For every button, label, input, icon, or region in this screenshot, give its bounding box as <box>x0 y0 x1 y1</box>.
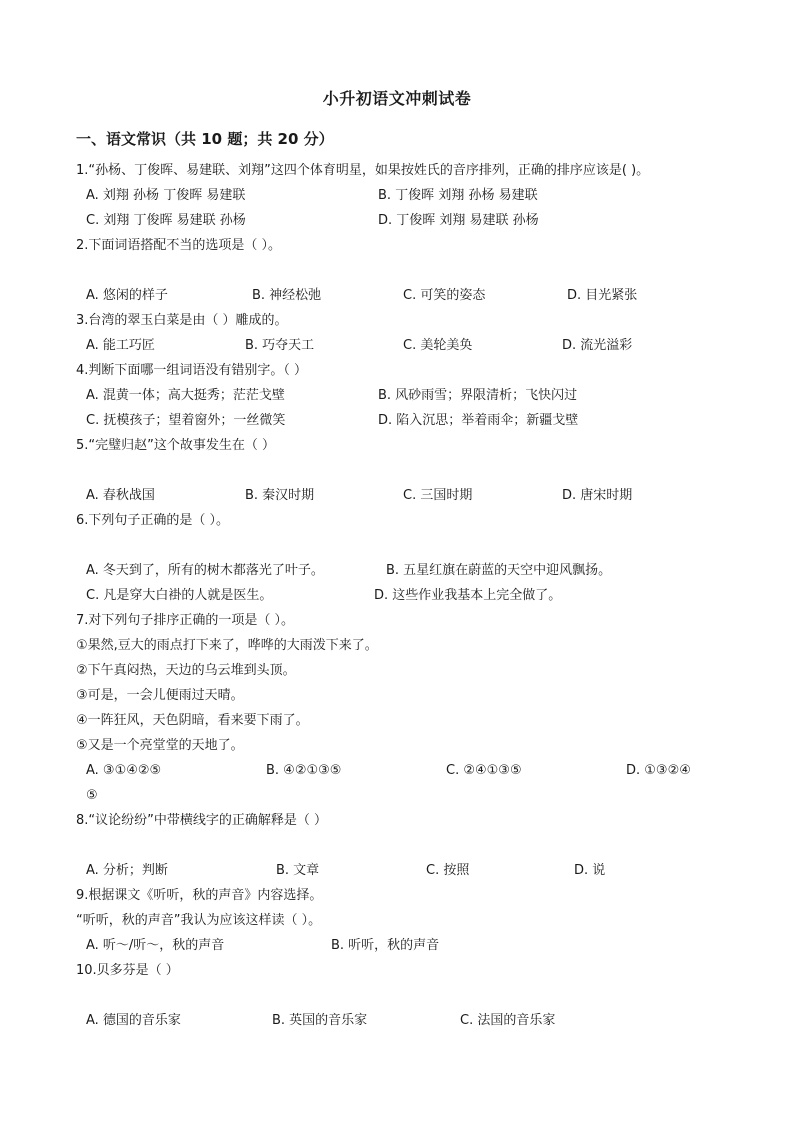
question-1-option-d: D. 丁俊晖 刘翔 易建联 孙杨 <box>378 213 539 228</box>
question-3-option-c: C. 美轮美奂 <box>403 338 473 353</box>
question-7-option-d-wrap: ⑤ <box>86 788 98 803</box>
question-7-sentence-5: ⑤又是一个亮堂堂的天地了。 <box>76 738 244 753</box>
question-10-option-c: C. 法国的音乐家 <box>460 1013 556 1028</box>
question-2-option-d: D. 目光紧张 <box>567 288 638 303</box>
question-4-stem: 4.判断下面哪一组词语没有错别字。（ ） <box>76 363 308 378</box>
question-8-option-c: C. 按照 <box>426 863 470 878</box>
question-3-option-b: B. 巧夺天工 <box>245 338 315 353</box>
question-5-option-d: D. 唐宋时期 <box>562 488 633 503</box>
question-1-option-a: A. 刘翔 孙杨 丁俊晖 易建联 <box>86 188 246 203</box>
question-8-stem: 8.“议论纷纷”中带横线字的正确解释是（ ） <box>76 813 328 828</box>
question-7-stem: 7.对下列句子排序正确的一项是（ ）。 <box>76 613 295 628</box>
question-2-option-b: B. 神经松弛 <box>252 288 322 303</box>
question-7-sentence-1: ①果然,豆大的雨点打下来了，哗哗的大雨泼下来了。 <box>76 638 378 653</box>
question-4-option-a: A. 混黄一体；高大挺秀；茫茫戈壁 <box>86 388 285 403</box>
question-7-option-b: B. ④②①③⑤ <box>266 763 342 778</box>
question-6-option-c: C. 凡是穿大白褂的人就是医生。 <box>86 588 273 603</box>
question-4-option-c: C. 抚模孩子；望着窗外；一丝微笑 <box>86 413 286 428</box>
question-10-option-b: B. 英国的音乐家 <box>272 1013 368 1028</box>
question-7-sentence-2: ②下午真闷热，天边的乌云堆到头顶。 <box>76 663 296 678</box>
page-title: 小升初语文冲刺试卷 <box>322 89 472 108</box>
question-9-stem-2: “听听，秋的声音”我认为应该这样读（ ）。 <box>76 913 322 928</box>
question-3-stem: 3.台湾的翠玉白菜是由（ ）雕成的。 <box>76 313 288 328</box>
question-10-stem: 10.贝多芬是（ ） <box>76 963 179 978</box>
question-8-option-b: B. 文章 <box>276 863 320 878</box>
question-6-option-b: B. 五星红旗在蔚蓝的天空中迎风飘扬。 <box>386 563 612 578</box>
question-7-sentence-4: ④一阵狂风，天色阴暗，看来要下雨了。 <box>76 713 309 728</box>
question-8-option-d: D. 说 <box>574 863 606 878</box>
question-4-option-d: D. 陷入沉思；举着雨伞；新疆戈壁 <box>378 413 579 428</box>
question-1-option-c: C. 刘翔 丁俊晖 易建联 孙杨 <box>86 213 246 228</box>
question-7-option-a: A. ③①④②⑤ <box>86 763 162 778</box>
question-1-option-b: B. 丁俊晖 刘翔 孙杨 易建联 <box>378 188 538 203</box>
section-heading: 一、语文常识（共 10 题；共 20 分） <box>76 130 334 148</box>
question-4-option-b: B. 风砂雨雪；界限清析；飞快闪过 <box>378 388 578 403</box>
question-9-option-a: A. 听～/听～，秋的声音 <box>86 938 225 953</box>
question-9-option-b: B. 听听，秋的声音 <box>331 938 440 953</box>
question-6-stem: 6.下列句子正确的是（ ）。 <box>76 513 230 528</box>
question-1-stem: 1.“孙杨、丁俊晖、易建联、刘翔”这四个体育明星，如果按姓氏的音序排列，正确的排序应该是( )。 <box>76 163 650 178</box>
question-7-option-c: C. ②④①③⑤ <box>446 763 522 778</box>
question-2-option-c: C. 可笑的姿态 <box>403 288 486 303</box>
question-2-stem: 2.下面词语搭配不当的选项是（ ）。 <box>76 238 282 253</box>
question-10-option-a: A. 德国的音乐家 <box>86 1013 181 1028</box>
question-3-option-a: A. 能工巧匠 <box>86 338 155 353</box>
question-5-option-a: A. 春秋战国 <box>86 488 155 503</box>
question-6-option-d: D. 这些作业我基本上完全做了。 <box>374 588 562 603</box>
question-5-stem: 5.“完璧归赵”这个故事发生在（ ） <box>76 438 276 453</box>
question-7-option-d: D. ①③②④ <box>626 763 691 778</box>
question-2-option-a: A. 悠闲的样子 <box>86 288 168 303</box>
question-9-stem: 9.根据课文《听听，秋的声音》内容选择。 <box>76 888 323 903</box>
question-3-option-d: D. 流光溢彩 <box>562 338 633 353</box>
question-6-option-a: A. 冬天到了，所有的树木都落光了叶子。 <box>86 563 324 578</box>
question-5-option-c: C. 三国时期 <box>403 488 473 503</box>
question-7-sentence-3: ③可是，一会儿便雨过天晴。 <box>76 688 244 703</box>
question-8-option-a: A. 分析；判断 <box>86 863 168 878</box>
question-5-option-b: B. 秦汉时期 <box>245 488 315 503</box>
